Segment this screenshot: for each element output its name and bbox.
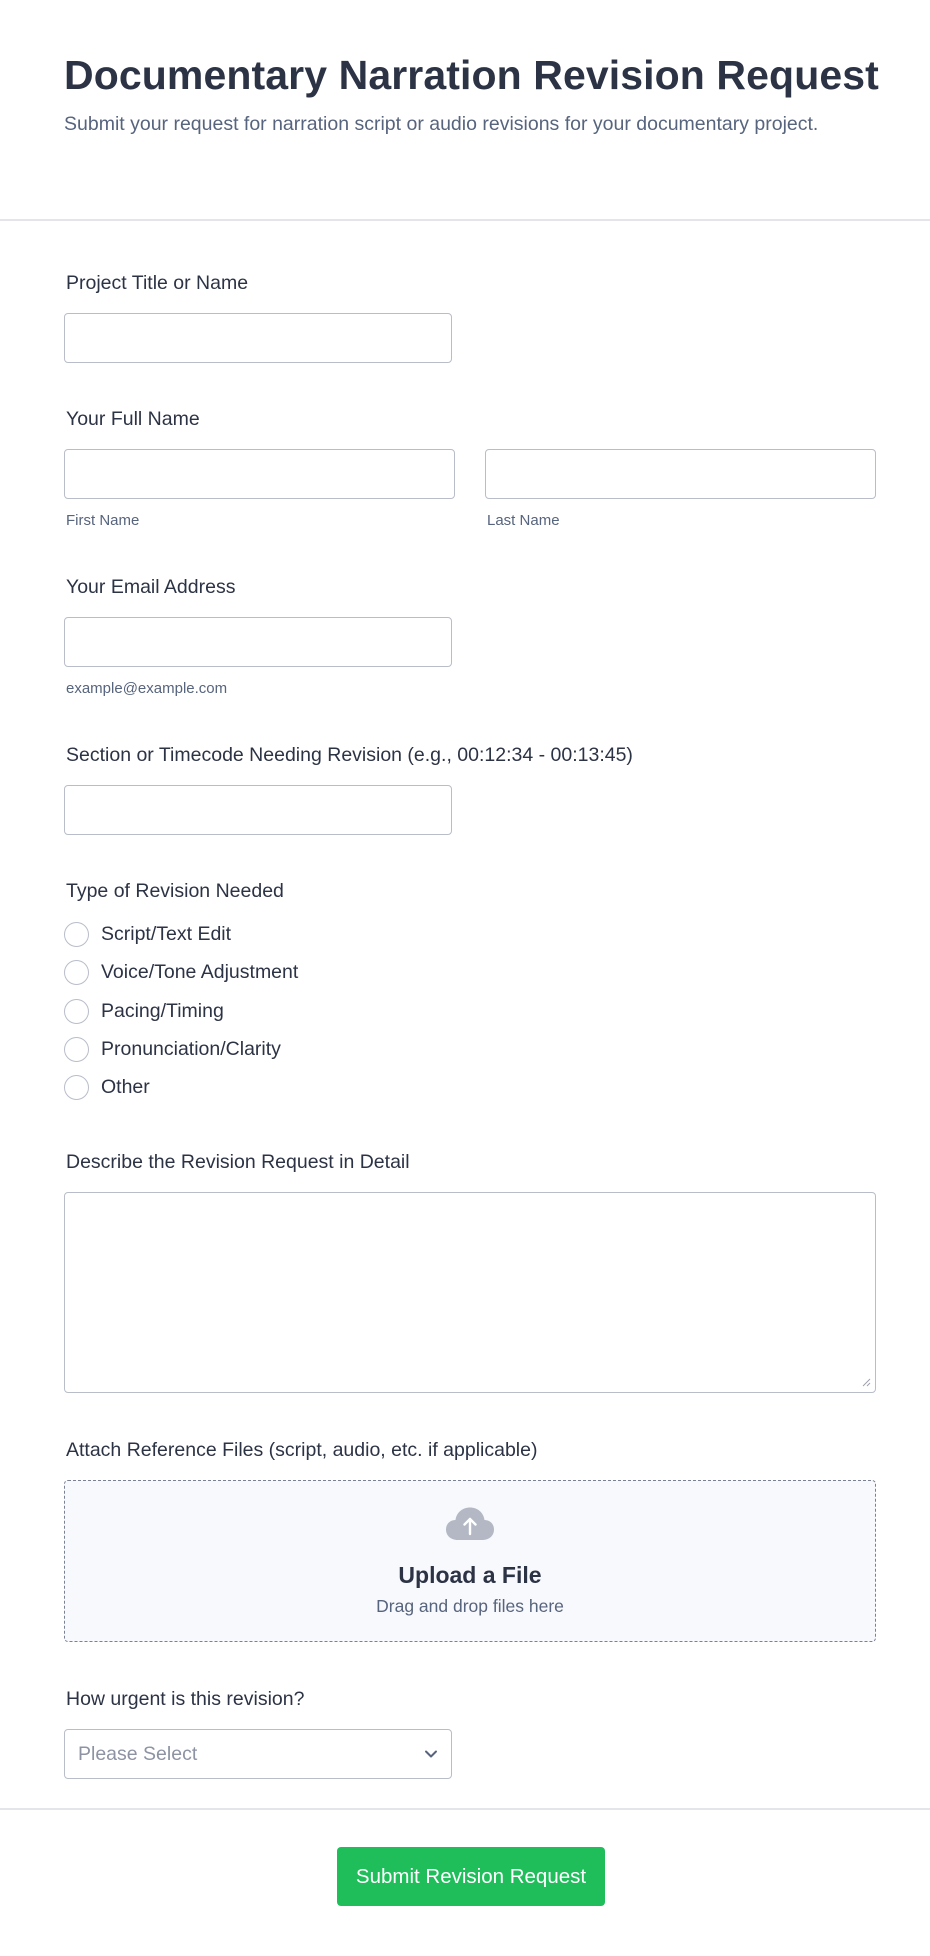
footer-divider <box>0 1808 930 1810</box>
radio-button[interactable] <box>64 960 89 985</box>
radio-label: Pronunciation/Clarity <box>101 1037 281 1060</box>
radio-label: Pacing/Timing <box>101 999 224 1022</box>
radio-button[interactable] <box>64 1037 89 1062</box>
radio-option-other[interactable] <box>64 1074 150 1100</box>
radio-button[interactable] <box>64 1075 89 1100</box>
radio-button[interactable] <box>64 999 89 1024</box>
radio-option-pronunciation-clarity[interactable] <box>64 1036 281 1062</box>
attachments-label: Attach Reference Files (script, audio, etc. if applicable) <box>66 1439 538 1461</box>
first-name-input[interactable] <box>64 449 455 499</box>
radio-label: Script/Text Edit <box>101 922 232 945</box>
first-name-sublabel: First Name <box>66 512 140 529</box>
form-header <box>0 0 930 221</box>
urgency-select-placeholder: Please Select <box>78 1743 198 1765</box>
email-input[interactable] <box>64 617 452 667</box>
radio-option-script-text-edit[interactable] <box>64 921 231 947</box>
submit-button[interactable]: Submit Revision Request <box>337 1847 605 1906</box>
email-sublabel: example@example.com <box>66 680 228 697</box>
project-title-input[interactable] <box>64 313 452 363</box>
radio-option-voice-tone-adjustment[interactable] <box>64 959 298 985</box>
radio-option-pacing-timing[interactable] <box>64 998 224 1024</box>
email-label: Your Email Address <box>66 576 236 598</box>
file-upload-dropzone[interactable] <box>64 1480 876 1642</box>
radio-button[interactable] <box>64 922 89 947</box>
last-name-sublabel: Last Name <box>487 512 560 529</box>
urgency-label: How urgent is this revision? <box>66 1688 305 1710</box>
chevron-down-icon <box>424 1749 438 1759</box>
radio-label: Other <box>101 1075 150 1098</box>
form-description: Submit your request for narration script or audio revisions for your documentary project. <box>64 113 819 135</box>
upload-hint: Drag and drop files here <box>376 1596 564 1616</box>
form-title: Documentary Narration Revision Request <box>64 52 879 98</box>
resize-grip-icon[interactable] <box>860 1376 871 1387</box>
details-textarea[interactable] <box>64 1192 876 1393</box>
revision-type-label: Type of Revision Needed <box>66 880 284 902</box>
last-name-input[interactable] <box>485 449 876 499</box>
cloud-upload-icon <box>445 1506 495 1542</box>
upload-title: Upload a File <box>398 1562 542 1588</box>
timecode-input[interactable] <box>64 785 452 835</box>
urgency-select[interactable] <box>64 1729 452 1779</box>
radio-label: Voice/Tone Adjustment <box>101 960 299 983</box>
project-title-label: Project Title or Name <box>66 272 249 294</box>
timecode-label: Section or Timecode Needing Revision (e.g., 00:12:34 - 00:13:45) <box>66 744 633 766</box>
details-label: Describe the Revision Request in Detail <box>66 1151 410 1173</box>
full-name-label: Your Full Name <box>66 408 200 430</box>
